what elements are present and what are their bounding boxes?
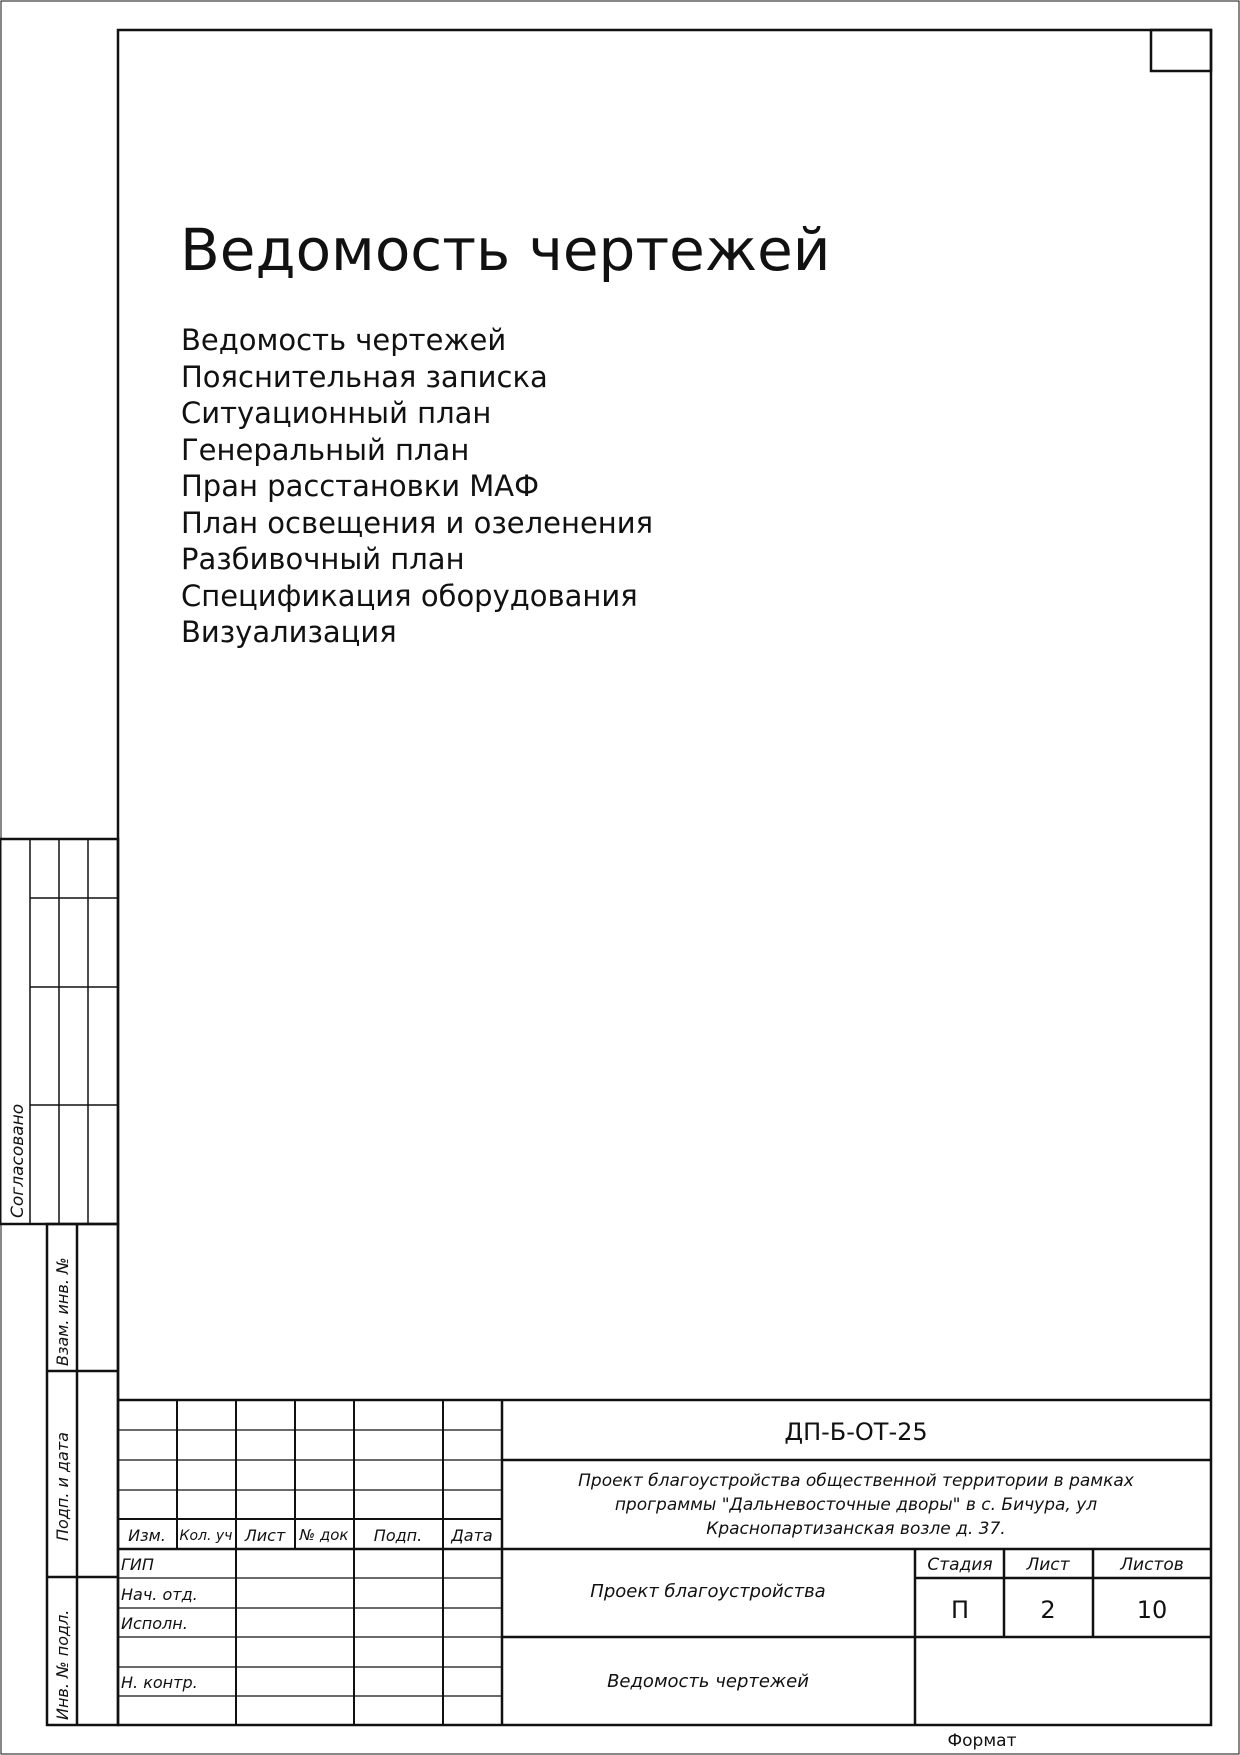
- inv-original-label: Инв. № подл.: [53, 1609, 72, 1720]
- sheet-value: 2: [1040, 1596, 1056, 1624]
- project-title-line-2: программы "Дальневосточные дворы" в с. Бичура, ул: [614, 1495, 1098, 1515]
- col-header-list: Лист: [244, 1526, 286, 1545]
- col-header-izm: Изм.: [128, 1526, 166, 1545]
- list-item: Спецификация оборудования: [181, 579, 638, 613]
- sheets-label: Листов: [1120, 1555, 1184, 1575]
- list-item: Генеральный план: [181, 433, 470, 467]
- replaced-inv-label: Взам. инв. №: [53, 1257, 72, 1366]
- list-item: Пран расстановки МАФ: [181, 469, 540, 503]
- format-label: Формат: [947, 1731, 1017, 1751]
- sheet-label: Лист: [1026, 1555, 1070, 1575]
- inventory-block: [47, 1224, 118, 1725]
- list-item: Ситуационный план: [181, 396, 492, 430]
- col-header-date: Дата: [451, 1526, 493, 1545]
- list-item: Ведомость чертежей: [181, 323, 507, 357]
- agreed-label: Согласовано: [8, 1103, 28, 1218]
- project-title-line-1: Проект благоустройства общественной территории в рамках: [578, 1471, 1134, 1491]
- document-code: ДП-Б-ОТ-25: [784, 1418, 928, 1446]
- sign-date-label: Подп. и дата: [53, 1432, 72, 1541]
- project-title-line-3: Краснопартизанская возле д. 37.: [706, 1519, 1006, 1539]
- page-title: Ведомость чертежей: [180, 216, 831, 284]
- drawings-list: [181, 323, 653, 649]
- agreement-block: [0, 839, 118, 1224]
- role-head-dept: Нач. отд.: [121, 1585, 198, 1604]
- role-gip: ГИП: [121, 1555, 154, 1574]
- title-block: [118, 1400, 1211, 1725]
- sheets-value: 10: [1136, 1596, 1168, 1624]
- role-norm-control: Н. контр.: [121, 1673, 198, 1692]
- stage-label: Стадия: [927, 1555, 993, 1575]
- object-name: Проект благоустройства: [590, 1581, 826, 1602]
- list-item: Разбивочный план: [181, 542, 465, 576]
- list-item: Пояснительная записка: [181, 360, 548, 394]
- col-header-sign: Подп.: [373, 1526, 423, 1545]
- stage-value: П: [950, 1596, 970, 1624]
- col-header-kol-uch: Кол. уч: [179, 1528, 233, 1544]
- list-item: План освещения и озеленения: [181, 506, 654, 540]
- col-header-doc: № док: [299, 1526, 349, 1544]
- corner-box: [1151, 30, 1211, 71]
- role-executor: Исполн.: [121, 1614, 188, 1633]
- sheet-name: Ведомость чертежей: [607, 1671, 809, 1692]
- list-item: Визуализация: [181, 615, 397, 649]
